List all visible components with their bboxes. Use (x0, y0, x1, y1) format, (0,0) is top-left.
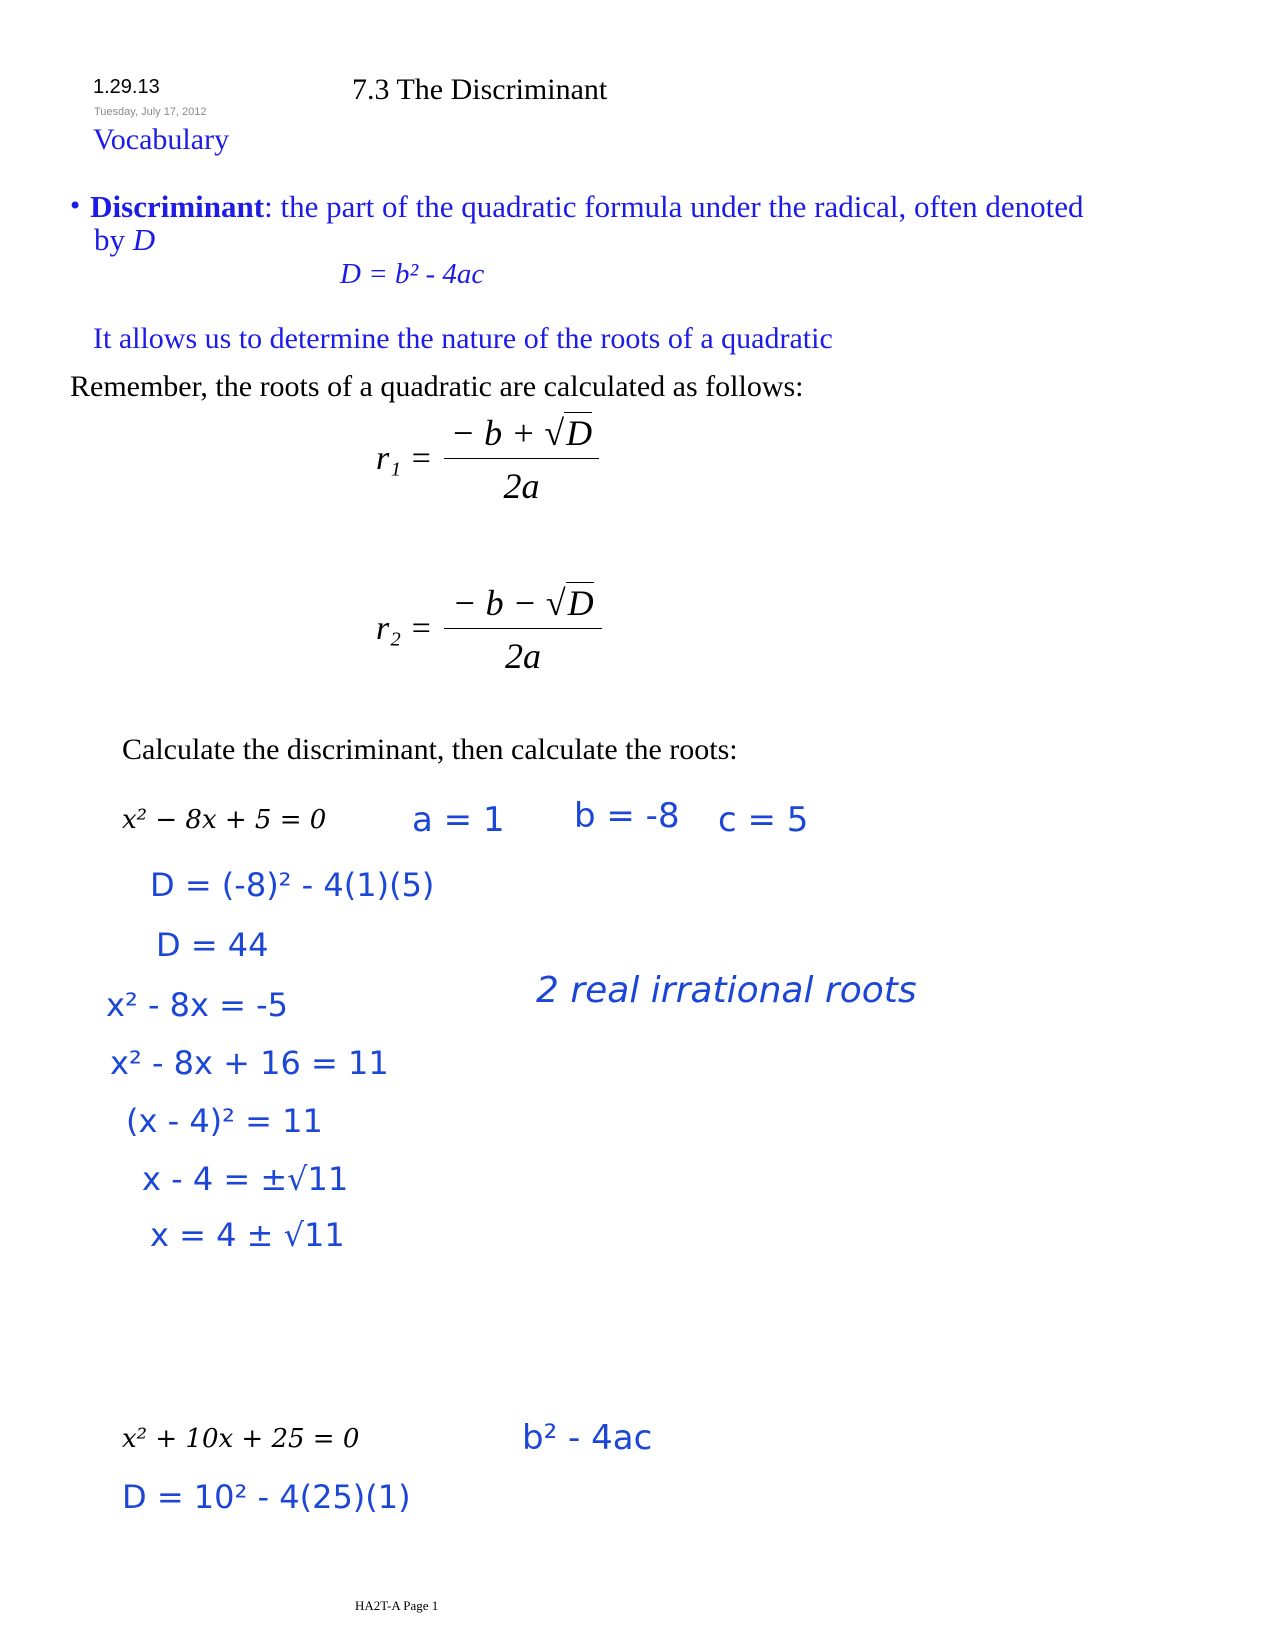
definition-text-line1: : the part of the quadratic formula under the radical, often denoted (264, 189, 1084, 224)
r2-denominator: 2a (505, 636, 541, 676)
r1-num-radicand: D (566, 413, 593, 453)
problem-1-c-value: c = 5 (718, 800, 809, 840)
r2-num-radicand: D (567, 583, 594, 623)
roots-intro: Remember, the roots of a quadratic are calculated as follows: (70, 370, 804, 403)
problem-1-a-value: a = 1 (412, 800, 505, 840)
note-timestamp: Tuesday, July 17, 2012 (94, 106, 207, 118)
r1-denominator: 2a (503, 466, 540, 506)
page-footer: HA2T-A Page 1 (355, 1598, 439, 1613)
r1-lhs: r₁ = (376, 440, 433, 477)
definition-line2-prefix: by (94, 222, 133, 257)
bullet-dot-icon: • (68, 192, 83, 220)
r2-lhs: r₂ = (376, 610, 433, 647)
problem-2-work-line1: D = 10² - 4(25)(1) (122, 1478, 411, 1516)
r1-numerator (444, 412, 599, 459)
problem-1-work-line4: x² - 8x + 16 = 11 (110, 1044, 389, 1082)
definition-term: Discriminant (90, 189, 265, 224)
problem-2-equation: x² + 10x + 25 = 0 (122, 1424, 360, 1454)
problem-1-work-line2: D = 44 (156, 926, 269, 964)
r2-numerator (444, 582, 602, 629)
r2-num-prefix: − b − √ (452, 583, 566, 623)
definition-text-line2 (68, 223, 1188, 256)
exercise-prompt: Calculate the discriminant, then calculate the roots: (122, 733, 738, 766)
problem-1-conclusion: 2 real irrational roots (536, 970, 917, 1011)
definition-line2-symbol: D (132, 222, 156, 257)
problem-1-work-line7: x = 4 ± √11 (150, 1216, 345, 1254)
section-heading-vocabulary: Vocabulary (93, 123, 230, 156)
note-date: 1.29.13 (93, 76, 160, 98)
problem-1-work-line6: x - 4 = ±√11 (142, 1160, 349, 1198)
r1-fraction (444, 412, 599, 507)
page-title: 7.3 The Discriminant (352, 73, 608, 106)
r1-num-prefix: − b + √ (450, 413, 565, 453)
problem-1-b-value: b = -8 (574, 796, 680, 836)
problem-2-formula-note: b² - 4ac (522, 1418, 653, 1458)
problem-1-equation: x² − 8x + 5 = 0 (122, 805, 327, 835)
problem-1-work-line5: (x - 4)² = 11 (126, 1102, 323, 1140)
r2-fraction (444, 582, 602, 677)
problem-1-work-line1: D = (-8)² - 4(1)(5) (150, 866, 435, 904)
discriminant-formula: D = b² - 4ac (340, 258, 485, 290)
problem-1-work-line3: x² - 8x = -5 (106, 986, 289, 1024)
discriminant-note: It allows us to determine the nature of the roots of a quadratic (93, 322, 833, 355)
definition-bullet (68, 190, 1188, 256)
